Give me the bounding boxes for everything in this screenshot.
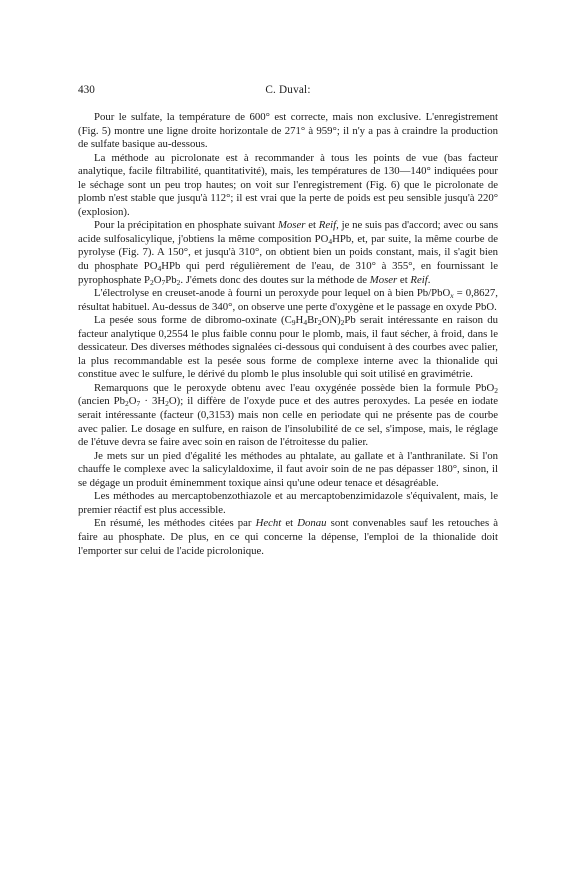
text-run: , je ne suis pas d'accord; avec ou sans acide sulfosalicylique, j'obtiens la même composition PO bbox=[78, 219, 498, 245]
text-run: (ancien Pb bbox=[78, 395, 126, 408]
text-run: La pesée sous forme de dibromo-oxinate (C bbox=[94, 314, 292, 327]
body-text bbox=[78, 111, 498, 558]
subscript: 4 bbox=[303, 318, 308, 328]
text-run: La méthode au picrolonate est à recommander à tous les points de vue (bas facteur analytique, facile filtrabilité, quantitativité), mais, les températures de 130—140° indiquées pour le séchage sont un peu trop hautes; on voit sur l'enregistrement (Fig. 6) que le picrolonate de plomb n'est stable que jusqu'à 112°; il est vrai que la perte de poids est peu sensible jusqu'à 220° (explosion). bbox=[78, 151, 498, 218]
author-name: Moser bbox=[369, 273, 398, 286]
text-run: sont convenables sauf les retouches à faire au phosphate. De plus, en ce qui concerne la dépense, l'emploi de la thionalide doit l'emporter sur celui de l'acide picrolonique. bbox=[78, 517, 498, 557]
paragraph-peroxyde bbox=[78, 382, 498, 450]
text-run: H bbox=[295, 314, 304, 327]
text-run: Pb serait intéressante en raison du facteur analytique 0,2554 le plus faible connu pour le plomb, mais, il faut sécher, à froid, dans le dessicateur. Des diverses méthodes signalées ci-dessous qui conduisent à des courbes avec palier, la plus recommandable est la pesée sous forme de complexe interne avec la thionalide qui constitue avec le sulfure, le dérivé du plomb le plus insoluble qui soit utilisé en gravimétrie. bbox=[78, 314, 499, 381]
text-run: Les méthodes au mercaptobenzothiazole et au mercaptobenzimidazole s'équivalent, mais, le premier réactif est plus accessible. bbox=[78, 490, 498, 516]
subscript: 2 bbox=[340, 318, 345, 328]
text-run: . J'émets donc des doutes sur la méthode de bbox=[180, 273, 370, 286]
subscript: x bbox=[450, 291, 454, 301]
text-run: ON) bbox=[321, 314, 341, 327]
text-run: · 3H bbox=[140, 395, 166, 408]
paragraph-mercapto bbox=[78, 490, 498, 517]
text-run: et bbox=[397, 273, 411, 286]
paragraph-phosphate bbox=[78, 219, 498, 287]
paragraph-picrolonate bbox=[78, 152, 498, 220]
paragraph-sulfate bbox=[78, 111, 498, 152]
author-name: Hecht bbox=[255, 517, 282, 530]
author-name: Reif bbox=[318, 219, 337, 232]
subscript: 2 bbox=[494, 385, 498, 395]
text-run: En résumé, les méthodes citées par bbox=[94, 517, 256, 530]
paragraph-phtalate bbox=[78, 450, 498, 491]
text-run: Je mets sur un pied d'égalité les méthodes au phtalate, au gallate et à l'anthranilate. Si l'on chauffe le complexe avec la salicylaldoxime, il faut avoir soin de ne pas dépasser 180°, sinon, il se dégage un produit éminemment toxique ainsi qu'une odeur tenace et désagréable. bbox=[78, 449, 498, 489]
author-name: Moser bbox=[277, 219, 306, 232]
text-run: Pour le sulfate, la température de 600° est correcte, mais non exclusive. L'enregistrement (Fig. 5) montre une ligne droite horizontale de 271° à 959°; il n'y a pas à craindre la production de sulfate basique au-dessous. bbox=[78, 111, 498, 151]
page-number: 430 bbox=[78, 84, 95, 96]
subscript: 9 bbox=[291, 318, 296, 328]
text-run: O); il diffère de l'oxyde puce et des autres peroxydes. La pesée en iodate serait intéressante (facteur (0,3153) mais non celle en periodate qui ne présente pas de courbe avec palier. Le dosage en sulfure, en raison de l'insolubilité de ce sel, s'impose, mais, le réglage de l'étuve devra se faire avec soin en raison de l'étroitesse du palier. bbox=[78, 395, 499, 449]
subscript: 7 bbox=[161, 277, 166, 287]
subscript: 2 bbox=[149, 277, 154, 287]
text-run: et bbox=[281, 517, 298, 530]
text-run: Pb bbox=[165, 273, 177, 286]
paragraph-dibromo-oxinate bbox=[78, 314, 498, 382]
text-run: HPb, et, par suite, la même courbe de pyrolyse (Fig. 7). A 150°, et jusqu'à 310°, on obtient bien un poids constant, mais, il s'agit bien du phosphate PO bbox=[78, 232, 498, 273]
author-name: Reif bbox=[410, 273, 428, 286]
subscript: 4 bbox=[328, 236, 333, 246]
text-run: HPb qui perd régulièrement de l'eau, de 310° à 355°, en fournissant le pyrophosphate P bbox=[78, 260, 498, 286]
text-run: O bbox=[153, 273, 162, 286]
paragraph-electrolyse bbox=[78, 287, 498, 314]
text-run: O bbox=[128, 395, 137, 408]
subscript: 2 bbox=[125, 399, 129, 409]
subscript: 4 bbox=[157, 264, 162, 274]
text-run: Pour la précipitation en phosphate suivant bbox=[94, 219, 278, 232]
subscript: 2 bbox=[317, 318, 322, 328]
text-run: = 0,8627, résultat habituel. Au-dessus de 340°, on observe une perte d'oxygène et le passage en oxyde PbO. bbox=[78, 287, 498, 313]
text-run: Br bbox=[307, 314, 318, 327]
text-run: et bbox=[305, 219, 319, 232]
subscript: 2 bbox=[165, 399, 169, 409]
subscript: 7 bbox=[136, 399, 141, 409]
running-head: C. Duval: bbox=[265, 84, 311, 96]
text-run: L'électrolyse en creuset-anode à fourni un peroxyde pour lequel on à bien Pb/PbO bbox=[94, 287, 451, 300]
author-name: Donau bbox=[297, 517, 327, 530]
subscript: 2 bbox=[176, 277, 181, 287]
text-run: . bbox=[427, 273, 431, 286]
paragraph-resume bbox=[78, 517, 498, 558]
page-header bbox=[78, 84, 498, 100]
text-run: Remarquons que le peroxyde obtenu avec l'eau oxygénée possède bien la formule PbO bbox=[94, 381, 495, 394]
